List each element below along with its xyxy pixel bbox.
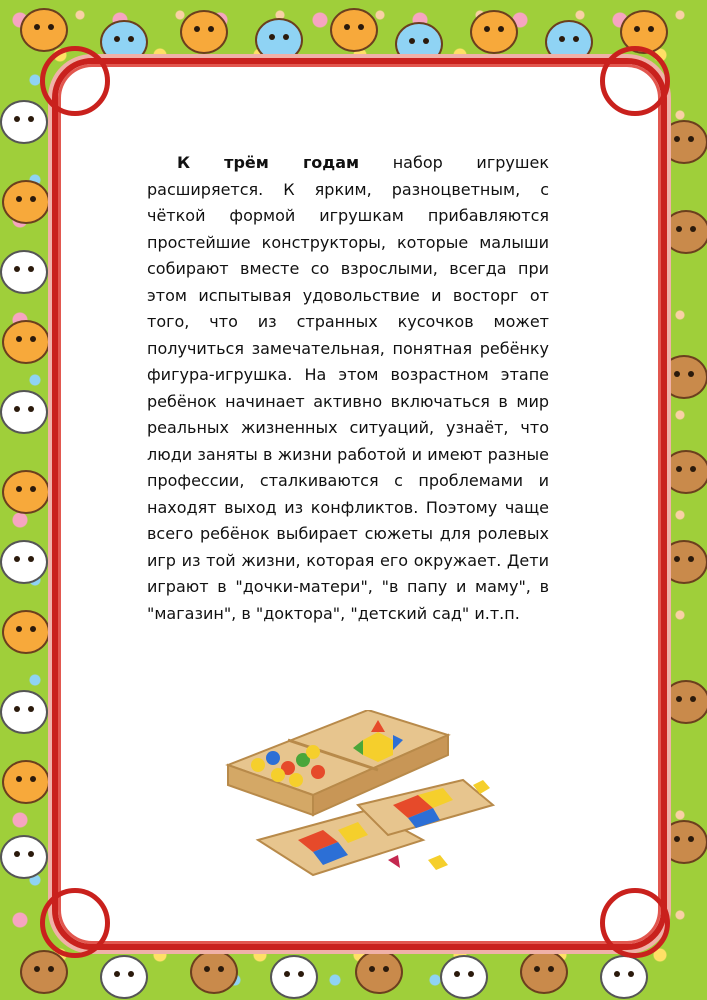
frame-corner-ornament [40,46,110,116]
monkey-face-icon [190,950,238,994]
panda-face-icon [440,955,488,999]
bear-face-icon [2,610,50,654]
panda-face-icon [0,100,48,144]
monkey-face-icon [20,950,68,994]
panda-face-icon [0,250,48,294]
raccoon-face-icon [255,18,303,62]
bear-face-icon [470,10,518,54]
bear-face-icon [2,760,50,804]
monkey-face-icon [662,450,707,494]
bear-face-icon [20,8,68,52]
panda-face-icon [0,540,48,584]
pattern-blocks-photo [218,710,498,886]
panda-face-icon [270,955,318,999]
bear-face-icon [330,8,378,52]
panda-face-icon [0,690,48,734]
monkey-face-icon [660,120,707,164]
monkey-face-icon [355,950,403,994]
bear-face-icon [180,10,228,54]
article-lead: К трём годам [177,153,360,172]
article-body: набор игрушек расширяется. К ярким, разноцветным, с чёткой формой игрушкам прибавляются простейшие конструкторы, которые малыши собирают вместе со взрослыми, всегда при этом испытывая удовольствие и восторг от того, что из странных кусочков может получиться замечательная, понятная ребёнку фигура-игрушка. На этом возрастном этапе ребёнок начинает активно включаться в мир реальных жизненных ситуаций, узнаёт, что люди заняты в жизни работой и имеют разные профессии, сталкиваются с проблемами и находят выход из конфликтов. Поэтому чаще всего ребёнок выбирает сюжеты для ролевых игр из той жизни, которая его окружает. Дети играют в "дочки-матери", "в папу и маму", в "магазин", в "доктора", "детский сад" и.т.п. [147,153,549,623]
monkey-face-icon [660,820,707,864]
panda-face-icon [100,955,148,999]
article-paragraph [147,150,549,627]
bear-face-icon [2,180,50,224]
frame-corner-ornament [600,888,670,958]
monkey-face-icon [520,950,568,994]
bear-face-icon [2,320,50,364]
monkey-face-icon [662,210,707,254]
frame-corner-ornament [40,888,110,958]
bear-face-icon [2,470,50,514]
panda-face-icon [0,390,48,434]
monkey-face-icon [660,540,707,584]
panda-face-icon [600,955,648,999]
monkey-face-icon [660,355,707,399]
monkey-face-icon [662,680,707,724]
frame-corner-ornament [600,46,670,116]
panda-face-icon [0,835,48,879]
